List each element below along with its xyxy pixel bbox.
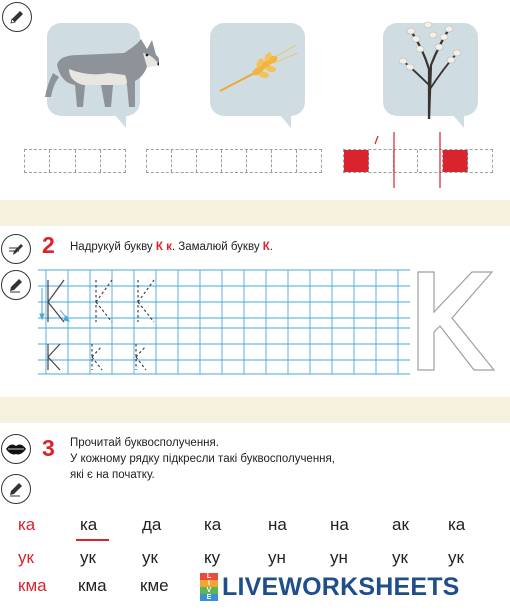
syllable[interactable]: ун [330, 548, 348, 567]
syllable[interactable]: ук [80, 548, 96, 567]
syllable[interactable]: на [330, 515, 349, 534]
syllable[interactable]: кма [78, 576, 107, 595]
letter-box[interactable] [76, 150, 101, 172]
watermark-text: LIVEWORKSHEETS [222, 572, 460, 601]
letter-box[interactable] [247, 150, 272, 172]
task3-instruction-line2: У кожному рядку підкресли такі буквосполучення, [70, 453, 335, 465]
syllable-sample: ка [18, 515, 36, 534]
syllable-row [0, 548, 510, 572]
letter-box[interactable] [172, 150, 197, 172]
section-divider-band [0, 397, 510, 423]
letter-box[interactable] [147, 150, 172, 172]
syllable-sample: кма [18, 576, 47, 595]
letter-box-filled[interactable] [344, 150, 369, 172]
lips-icon [1, 434, 31, 464]
syllable[interactable]: кме [140, 576, 169, 595]
letter-box[interactable] [272, 150, 297, 172]
task-number-3: 3 [42, 435, 55, 461]
syllable-divider-lines [370, 130, 450, 190]
letter-boxes-wheat[interactable] [146, 149, 322, 173]
letter-boxes-wolf[interactable] [24, 149, 126, 173]
syllable[interactable]: ка [448, 515, 466, 534]
liveworksheets-badge-icon: L I V E [200, 573, 218, 601]
pen-icon [1, 474, 31, 504]
letter-box[interactable] [468, 150, 492, 172]
letter-k-outline[interactable] [414, 270, 496, 372]
task-number-2: 2 [42, 232, 55, 258]
pencil-icon [1, 234, 31, 264]
letter-box[interactable] [101, 150, 125, 172]
syllable-sample: ук [18, 548, 34, 567]
syllable[interactable]: ка [204, 515, 222, 534]
wheat-image [210, 23, 305, 116]
willow-image [383, 9, 478, 129]
letter-box[interactable] [222, 150, 247, 172]
letter-box[interactable] [50, 150, 75, 172]
syllable[interactable]: ка [80, 515, 98, 534]
task3-instruction-line3: які є на початку. [70, 469, 155, 481]
letter-box[interactable] [297, 150, 321, 172]
pen-icon [1, 270, 31, 300]
wheat-picture [210, 23, 305, 116]
wolf-image [39, 25, 159, 115]
syllable[interactable]: ук [448, 548, 464, 567]
copybook-grid[interactable] [38, 268, 410, 376]
pencil-icon [2, 2, 32, 32]
willow-picture [383, 23, 478, 116]
letter-box[interactable] [25, 150, 50, 172]
letter-box[interactable] [197, 150, 222, 172]
section-divider-band [0, 200, 510, 226]
syllable[interactable]: ук [392, 548, 408, 567]
syllable[interactable]: ку [204, 548, 221, 567]
syllable-row [0, 515, 510, 539]
syllable[interactable]: ак [392, 515, 409, 534]
underline-mark [76, 539, 109, 541]
wolf-picture [47, 23, 140, 116]
syllable[interactable]: ун [268, 548, 286, 567]
task3-instruction-line1: Прочитай буквосполучення. [70, 437, 219, 449]
liveworksheets-watermark [200, 572, 460, 602]
syllable[interactable]: ук [142, 548, 158, 567]
syllable[interactable]: на [268, 515, 287, 534]
syllable[interactable]: да [142, 515, 162, 534]
task2-instruction: Надрукуй букву К к. Замалюй букву К. [70, 241, 273, 253]
